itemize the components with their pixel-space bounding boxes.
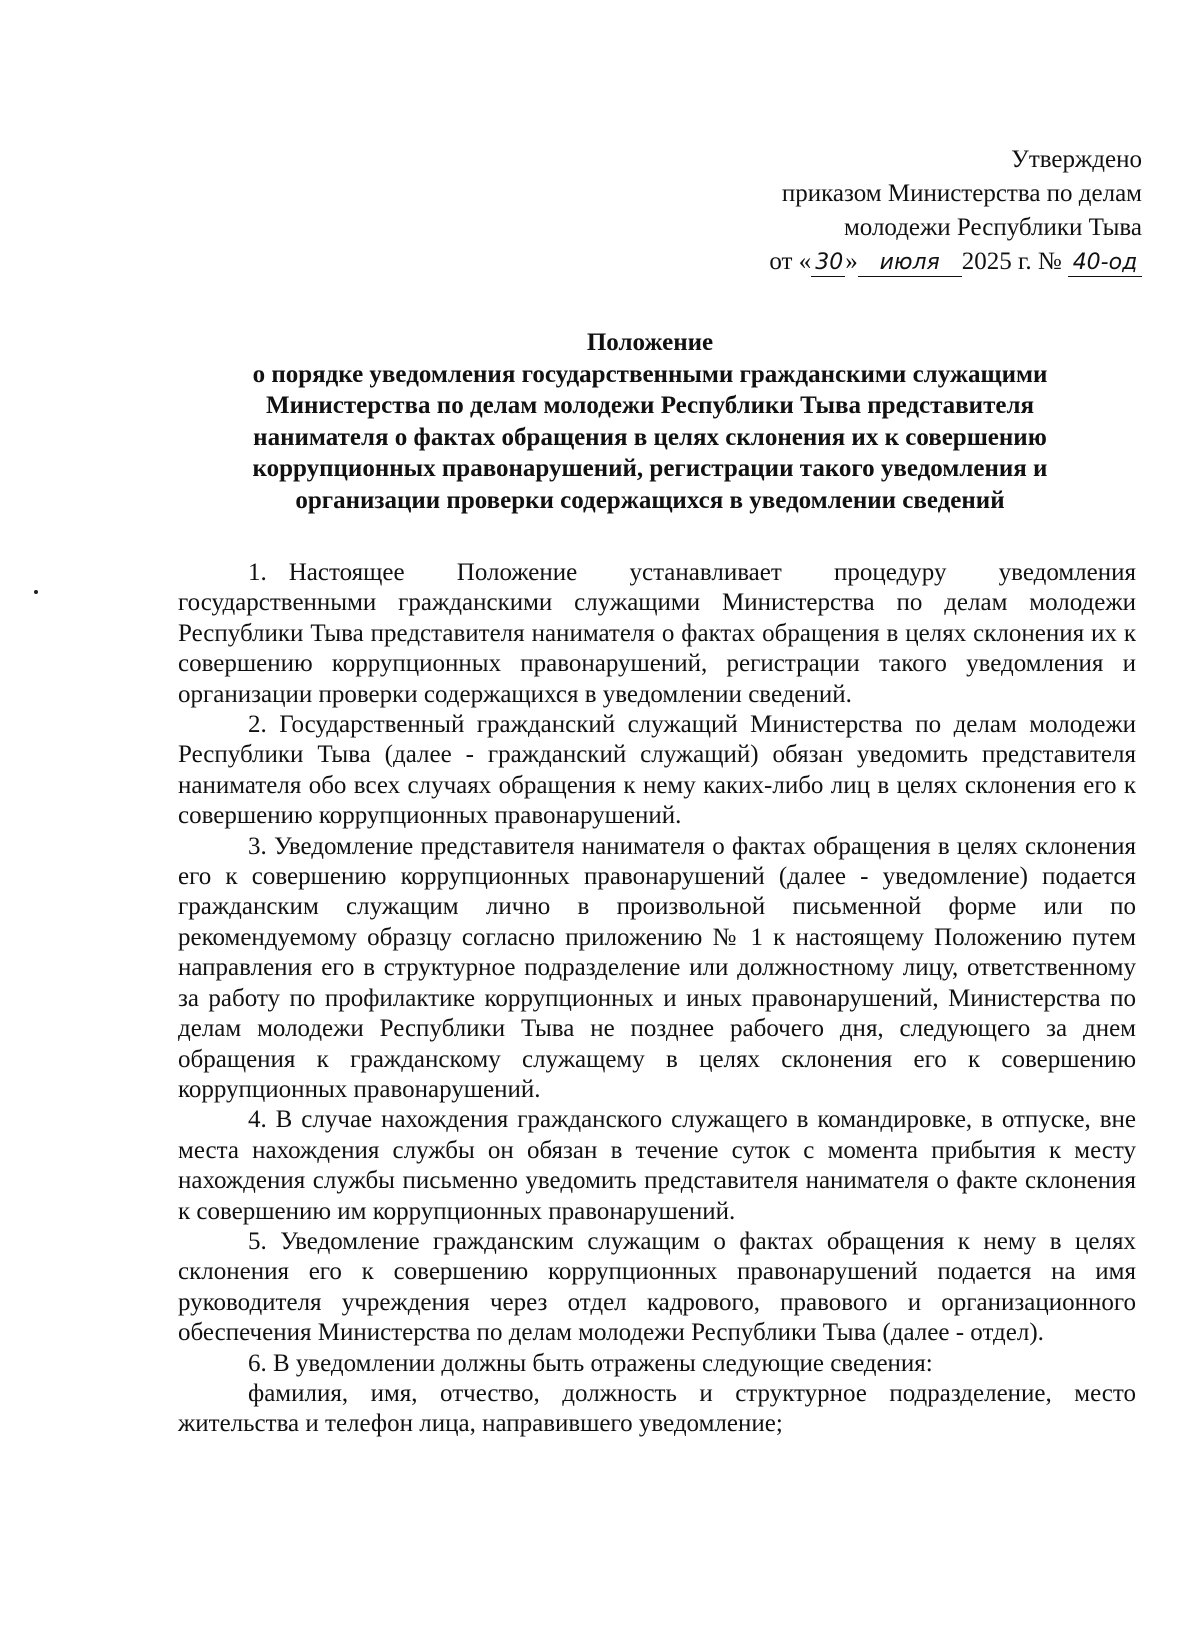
- approval-line-3: молодежи Республики Тыва: [843, 214, 1142, 241]
- date-month-handwritten: июля: [858, 250, 962, 277]
- title-line-6: организации проверки содержащихся в уведомлении сведений: [295, 486, 1005, 514]
- paragraph-5: 5. Уведомление гражданским служащим о фактах обращения к нему в целях склонения его к совершению коррупционных правонарушений подается на имя руководителя учреждения через отдел кадрового, правового и организационного обеспечения Министерства по делам молодежи Республики Тыва (далее - отдел).: [178, 1227, 1136, 1347]
- paragraph-7: фамилия, имя, отчество, должность и структурное подразделение, место жительства и телефон лица, направившего уведомление;: [178, 1379, 1136, 1438]
- paragraph-1: [178, 558, 1136, 710]
- paragraph-3: 3. Уведомление представителя нанимателя о фактах обращения в целях склонения его к совершению коррупционных правонарушений (далее - уведомление) подается гражданским служащим лично в произвольной письменной форме или по рекомендуемому образцу согласно приложению № 1 к настоящему Положению путем направления его в структурное подразделение или должностному лицу, ответственному за работу по профилактике коррупционных и иных правонарушений, Министерства по делам молодежи Республики Тыва не позднее рабочего дня, следующего за днем обращения к гражданскому служащему в целях склонения его к совершению коррупционных правонарушений.: [178, 832, 1136, 1103]
- title-line-3: Министерства по делам молодежи Республики Тыва представителя: [265, 392, 1035, 419]
- paragraph-4: 4. В случае нахождения гражданского служащего в командировке, в отпуске, вне места нахождения службы он обязан в течение суток с момента прибытия к месту нахождения службы письменно уведомить представителя нанимателя о факте склонения к совершению им коррупционных правонарушений.: [178, 1106, 1136, 1225]
- title-line-2: о порядке уведомления государственными гражданскими служащими: [252, 360, 1048, 388]
- title-line-5: коррупционных правонарушений, регистрации такого уведомления и: [252, 455, 1048, 482]
- title-line-4: нанимателя о фактах обращения в целях склонения их к совершению: [253, 423, 1047, 451]
- order-number-handwritten: 40-од: [1068, 250, 1142, 277]
- document-body: [178, 558, 1136, 1440]
- date-mid: »: [845, 248, 858, 275]
- date-prefix: от «: [769, 248, 812, 275]
- paragraph-1-text: Настоящее Положение устанавливает процедуру уведомления государственными гражданскими служащими Министерства по делам молодежи Республики Тыва представителя нанимателя о фактах обращения в целях склонения их к совершению коррупционных правонарушений, регистрации такого уведомления и организации проверки содержащихся в уведомлении сведений.: [178, 559, 1136, 708]
- date-year: 2025 г. №: [961, 248, 1062, 275]
- approval-block: [622, 143, 1142, 279]
- approval-line-1: Утверждено: [1011, 146, 1142, 173]
- paragraph-1-number: 1.: [248, 559, 267, 586]
- approval-date-line: [622, 245, 1142, 279]
- paragraph-2: 2. Государственный гражданский служащий Министерства по делам молодежи Республики Тыва (далее - гражданский служащий) обязан уведомить представителя нанимателя обо всех случаях обращения к нему каких-либо лиц в целях склонения его к совершению коррупционных правонарушений.: [178, 711, 1136, 830]
- title-line-1: Положение: [586, 329, 714, 356]
- date-day-handwritten: 30: [811, 250, 845, 277]
- approval-line-2: приказом Министерства по делам: [781, 180, 1142, 207]
- scan-dot: [34, 590, 38, 594]
- paragraph-6: 6. В уведомлении должны быть отражены следующие сведения:: [248, 1349, 933, 1377]
- document-title: [170, 327, 1130, 516]
